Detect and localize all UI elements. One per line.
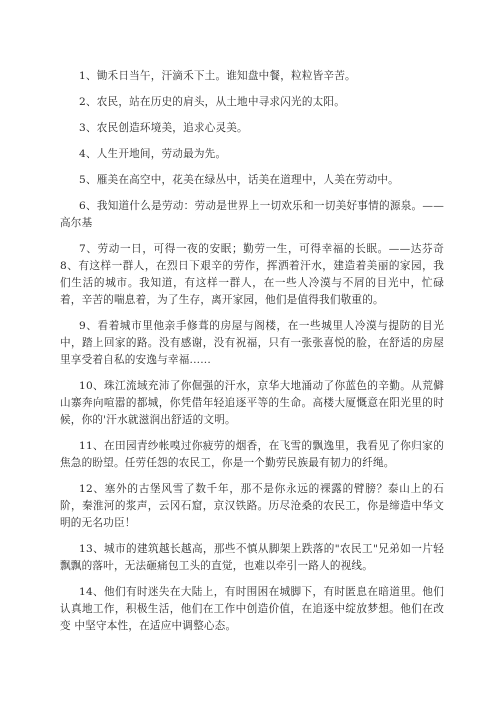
quote-item-4: 4、人生开地间，劳动最为先。 [79, 148, 227, 160]
quote-item-1: 1、锄禾日当午，汗滴禾下土。谁知盘中餐，粒粒皆辛苦。 [79, 70, 356, 82]
quote-item-12: 12、塞外的古堡风雪了数千年，那不是你永远的裸露的臂膀？泰山上的石阶，秦淮河的浆声，云冈石窟，京汉铁路。历尽沧桑的农民工，你是缔造中华文明的无名功臣！ [60, 483, 444, 529]
quote-item-9: 9、看着城市里他亲手修葺的房屋与阁楼，在一些城里人冷漠与提防的目光中，踏上回家的路。没有感谢，没有祝福，只有一张张喜悦的脸，在舒适的房屋里享受着自私的安逸与幸福...... [60, 320, 444, 366]
quote-item-7: 7、劳动一日，可得一夜的安眠；勤劳一生，可得幸福的长眠。——达芬奇 8、有这样一群人，在烈日下艰辛的劳作，挥洒着汗水，建造着美丽的家园，我们生活的城市。我知道，有这样一群人，在一些人冷漠与不屑的目光中，忙碌着，辛苦的喘息着，为了生存，离开家园，他们是值得我们敬重的。 [60, 243, 444, 306]
quote-item-5: 5、雁美在高空中，花美在绿丛中，话美在道理中，人美在劳动中。 [79, 174, 399, 186]
quote-item-3: 3、农民创造环境美，追求心灵美。 [79, 122, 248, 134]
quote-item-10: 10、珠江流域充沛了你倔强的汗水，京华大地涌动了你蓝色的辛勤。从荒僻 山寨奔向喧嚣的都城，你凭借年轻追逐平等的生命。高楼大厦慨意在阳光里的时候，你的'汗水就滋润出舒适的文明。 [60, 380, 444, 426]
quote-item-14: 14、他们有时迷失在大陆上，有时围困在城脚下，有时匿息在暗道里。他们 认真地工作，积极生活，他们在工作中创造价值，在追逐中绽放梦想。他们在改变 中坚守本性，在适应中调整心态。 [60, 586, 444, 632]
quote-item-11: 11、在田园青纱帐嗅过你疲劳的烟香，在飞雪的飘逸里，我看见了你归家的 焦急的盼望。任劳任怨的农民工，你是一个勤劳民族最有韧力的纤绳。 [60, 440, 444, 469]
quote-item-13: 13、城市的建筑越长越高，那些不慎从脚架上跌落的"农民工"兄弟如一片轻飘飘的落叶，无法砸痛包工头的直觉，也难以牵引一路人的视线。 [60, 543, 444, 572]
quote-item-6: 6、我知道什么是劳动：劳动是世界上一切欢乐和一切美好事情的源泉。—— 高尔基 [60, 200, 444, 229]
quote-item-2: 2、农民，站在历史的肩头，从土地中寻求闪光的太阳。 [79, 96, 345, 108]
